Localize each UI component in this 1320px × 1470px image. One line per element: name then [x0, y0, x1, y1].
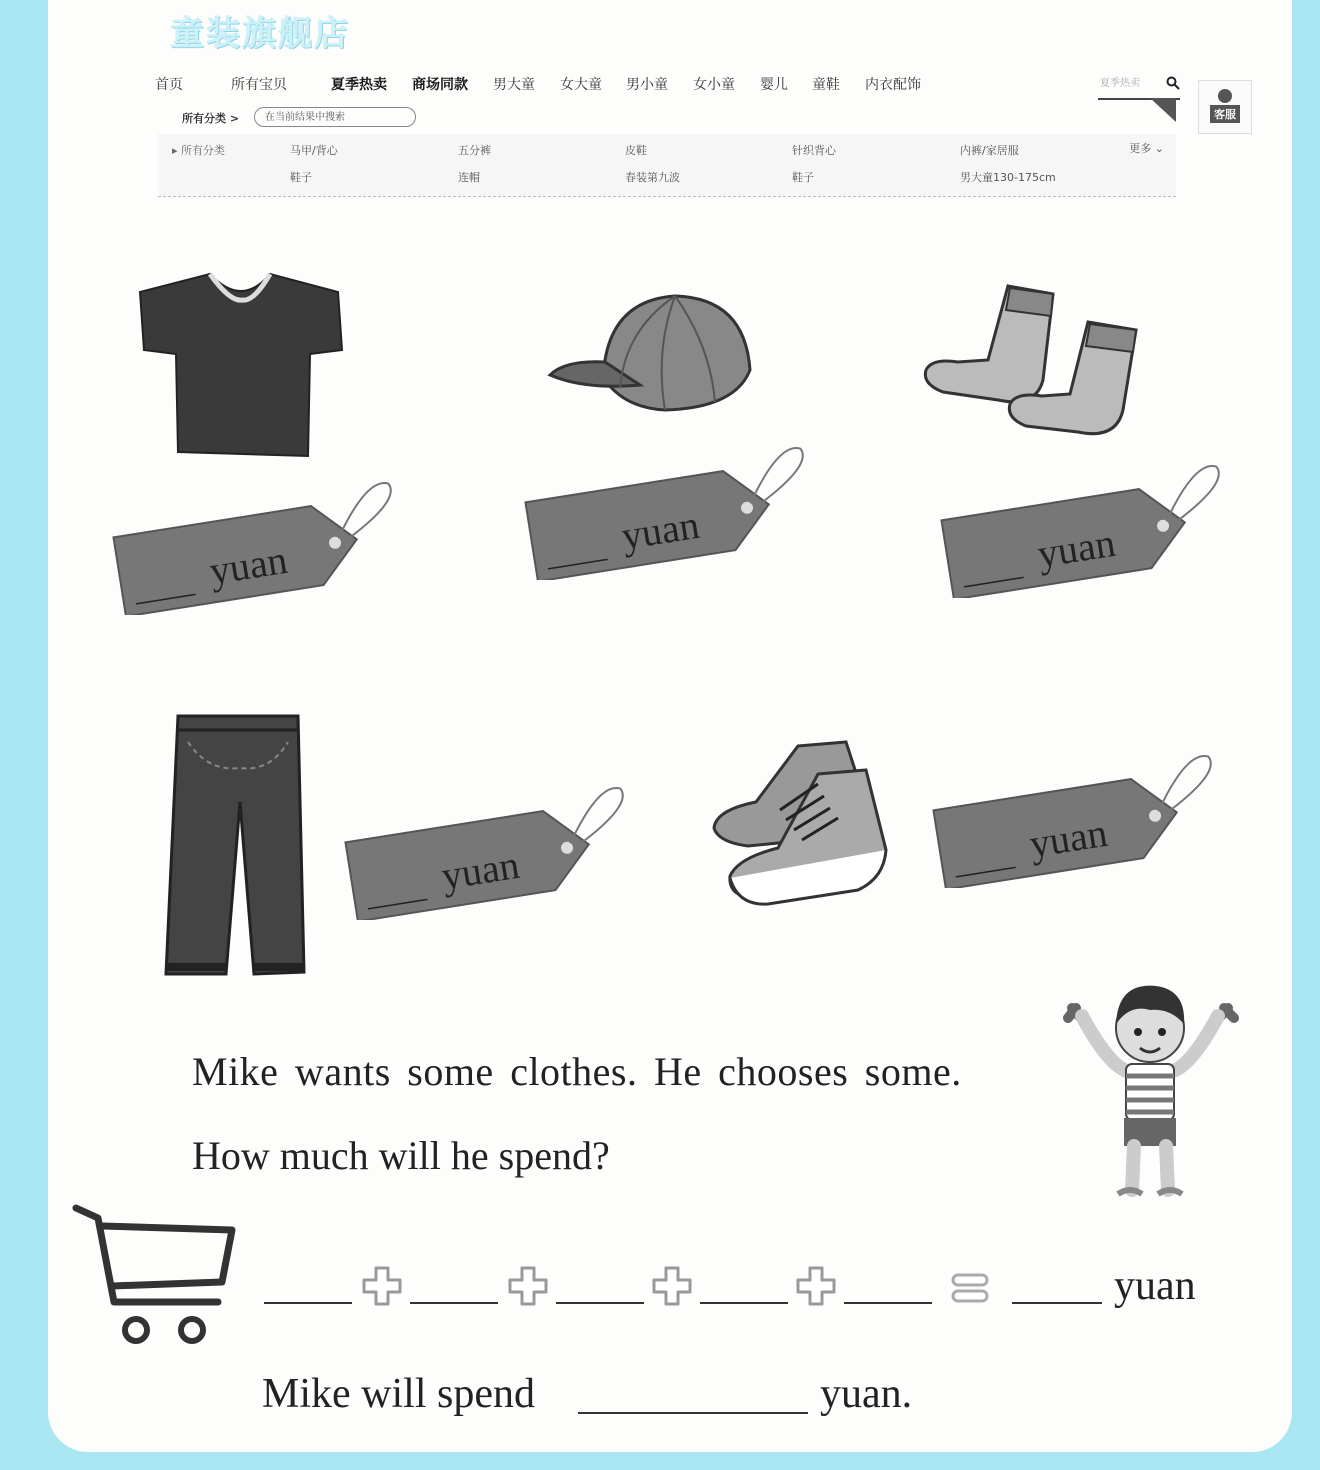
nav-all-items[interactable]: 所有宝贝	[231, 77, 287, 93]
plus-icon	[796, 1266, 836, 1306]
cap-icon	[545, 290, 760, 415]
nav-home[interactable]: 首页	[155, 77, 183, 93]
nav-little-boys[interactable]: 男小童	[626, 77, 668, 93]
boy-illustration	[1060, 968, 1240, 1204]
question-line-2: How much will he spend?	[192, 1133, 610, 1178]
price-tag-blank[interactable]: ____	[131, 565, 196, 608]
search-placeholder: 夏季热卖	[1100, 78, 1140, 89]
in-results-search-input[interactable]: 在当前结果中搜索	[254, 107, 416, 127]
category-link[interactable]: 五分裤	[458, 144, 491, 157]
service-label: 客服	[1210, 105, 1240, 123]
price-tag-blank[interactable]: ____	[363, 870, 428, 913]
nav-big-boys[interactable]: 男大童	[493, 77, 535, 93]
category-link[interactable]: 鞋子	[290, 171, 312, 184]
category-link[interactable]: 连帽	[458, 171, 480, 184]
category-link[interactable]: 马甲/背心	[290, 144, 338, 157]
category-side-label[interactable]: ▸ 所有分类	[172, 144, 226, 157]
search-icon[interactable]	[1166, 76, 1180, 90]
plus-icon	[508, 1266, 548, 1306]
nav-big-girls[interactable]: 女大童	[560, 77, 602, 93]
category-links	[158, 134, 1176, 196]
nav-kids-shoes[interactable]: 童鞋	[812, 77, 840, 93]
equation-blank[interactable]	[844, 1302, 932, 1304]
more-categories-button[interactable]: 更多 ⌄	[1129, 142, 1164, 155]
shopping-cart-icon	[72, 1202, 242, 1350]
answer-blank[interactable]	[578, 1412, 808, 1414]
equation-total-blank[interactable]	[1012, 1302, 1102, 1304]
price-tag-unit: yuan	[618, 501, 703, 559]
price-tag	[108, 465, 418, 615]
category-link[interactable]: 鞋子	[792, 171, 814, 184]
plus-icon	[362, 1266, 402, 1306]
price-tag-unit: yuan	[1026, 809, 1111, 867]
jeans-icon	[158, 712, 318, 994]
price-tag	[936, 448, 1246, 598]
shop-title: 童装旗舰店	[170, 14, 350, 54]
nav-little-girls[interactable]: 女小童	[693, 77, 735, 93]
price-tag-unit: yuan	[1034, 519, 1119, 577]
answer-prefix: Mike will spend	[262, 1371, 535, 1417]
category-link[interactable]: 针织背心	[792, 144, 836, 157]
price-tag-unit: yuan	[438, 841, 523, 899]
shop-search-input[interactable]	[1098, 72, 1180, 100]
price-tag-blank[interactable]: ____	[951, 838, 1016, 881]
nav-underwear-accessories[interactable]: 内衣配饰	[865, 77, 921, 93]
price-tag	[340, 770, 650, 920]
price-tag-unit: yuan	[206, 536, 291, 594]
plus-icon	[652, 1266, 692, 1306]
price-tag-blank[interactable]: ____	[543, 530, 608, 573]
equation-blank[interactable]	[556, 1302, 644, 1304]
answer-unit: yuan.	[820, 1371, 913, 1417]
sneakers-icon	[708, 738, 888, 913]
category-header[interactable]: 所有分类 >	[182, 112, 240, 125]
category-link[interactable]: 男大童130-175cm	[960, 171, 1056, 184]
equation-unit: yuan	[1114, 1263, 1196, 1309]
equation-blank[interactable]	[264, 1302, 352, 1304]
equals-icon	[950, 1272, 990, 1304]
tshirt-icon	[130, 262, 360, 462]
price-tag	[520, 430, 830, 580]
category-link[interactable]: 皮鞋	[625, 144, 647, 157]
nav-summer-sale[interactable]: 夏季热卖	[331, 77, 387, 93]
equation-blank[interactable]	[700, 1302, 788, 1304]
equation-blank[interactable]	[410, 1302, 498, 1304]
customer-service-button[interactable]	[1198, 80, 1252, 134]
category-link[interactable]: 春装第九波	[625, 171, 680, 184]
socks-icon	[918, 280, 1148, 450]
question-line-1: Mike wants some clothes. He chooses some.	[192, 1049, 962, 1094]
nav-mall-same[interactable]: 商场同款	[412, 77, 468, 93]
service-icon	[1218, 89, 1232, 103]
price-tag-blank[interactable]: ____	[959, 548, 1024, 591]
answer-sentence	[262, 1370, 535, 1418]
category-link[interactable]: 内裤/家居服	[960, 144, 1019, 157]
category-bar	[158, 104, 1176, 197]
price-tag	[928, 738, 1238, 888]
nav-baby[interactable]: 婴儿	[760, 77, 788, 93]
